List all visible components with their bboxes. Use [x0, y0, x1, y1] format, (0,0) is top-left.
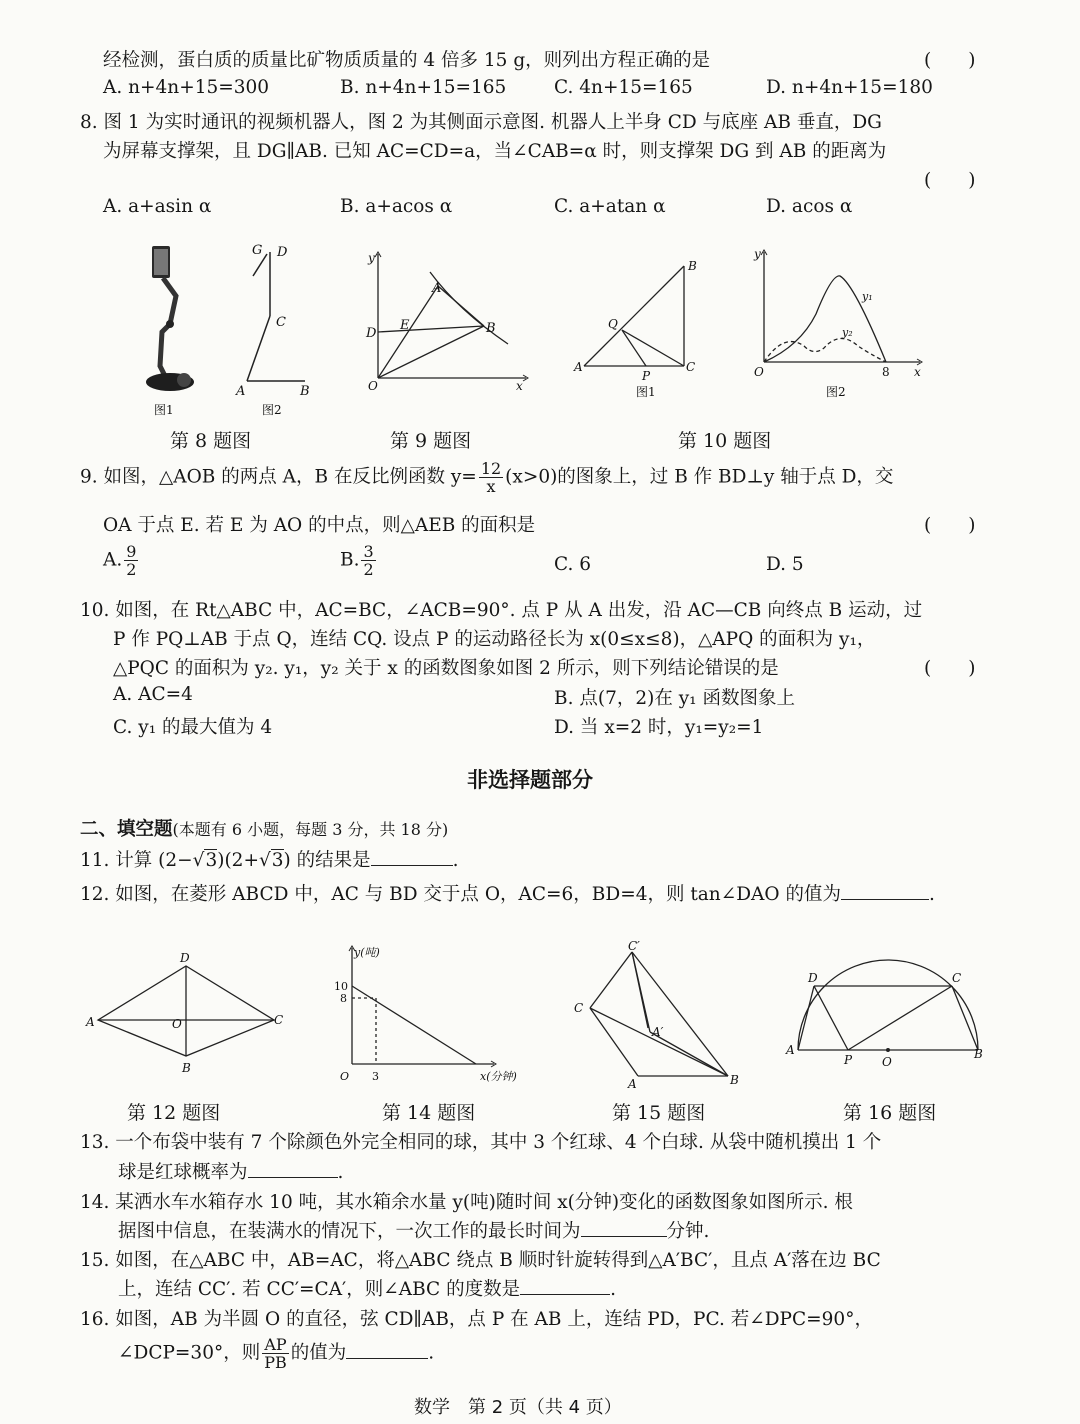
- label-A: A: [786, 1043, 795, 1057]
- q7-option-a: A. n+4n+15=300: [103, 77, 270, 98]
- graph-axis-y: y: [754, 247, 761, 261]
- q15-line1: 15. 如图，在△ABC 中，AB=AC，将△ABC 绕点 B 顺时针旋转得到△A′BC′，且点 A′落在边 BC: [80, 1250, 881, 1271]
- q12-answer-blank[interactable]: [841, 882, 929, 900]
- label-C: C: [952, 971, 962, 985]
- q14-line2: 据图中信息，在装满水的情况下，一次工作的最长时间为 分钟.: [118, 1221, 710, 1242]
- q12-caption: 第 12 题图: [127, 1102, 221, 1124]
- label-B: B: [300, 384, 310, 399]
- q11-answer-blank[interactable]: [371, 848, 453, 866]
- q15-figure: [570, 936, 750, 1092]
- label-B: B: [688, 259, 697, 273]
- label-D: D: [180, 952, 190, 965]
- q14-figure: [330, 940, 530, 1088]
- label-B: B: [182, 1061, 191, 1075]
- q10-line2: P 作 PQ⊥AB 于点 Q，连结 CQ. 设点 P 的运动路径长为 x(0≤x≤8)，△APQ 的面积为 y₁，: [113, 629, 876, 650]
- q9-option-c: C. 6: [554, 554, 592, 575]
- q7-option-c: C. 4n+15=165: [554, 77, 693, 98]
- q8-paren: ( ): [924, 170, 976, 191]
- label-A: A: [86, 1015, 95, 1029]
- q7-line1: 经检测，蛋白质的质量比矿物质质量的 4 倍多 15 g，则列出方程正确的是: [103, 50, 711, 71]
- label-B: B: [974, 1047, 983, 1061]
- label-C: C: [574, 1001, 584, 1015]
- graph-axis-x: x: [914, 365, 921, 379]
- q9-paren: ( ): [924, 515, 976, 536]
- label-D: D: [808, 971, 818, 985]
- label-A: A: [574, 360, 583, 374]
- q9-option-d: D. 5: [766, 554, 804, 575]
- q10-option-a: A. AC=4: [113, 684, 193, 705]
- fig1-label: 图1: [636, 385, 656, 399]
- q9-option-a: A. $\frac{9}{2}$: [103, 542, 137, 579]
- tick-8: 8: [340, 992, 347, 1005]
- q16-answer-blank[interactable]: [346, 1341, 428, 1359]
- label-O: O: [340, 1070, 350, 1083]
- robot-illustration: [146, 246, 194, 391]
- q10-line3: △PQC 的面积为 y₂. y₁，y₂ 关于 x 的函数图象如图 2 所示，则下列结论错误的是: [113, 658, 779, 679]
- q16-line1: 16. 如图，AB 为半圆 O 的直径，弦 CD∥AB，点 P 在 AB 上，连结 PD，PC. 若∠DPC=90°，: [80, 1309, 873, 1330]
- q7-paren: ( ): [924, 50, 976, 71]
- label-B: B: [486, 321, 496, 336]
- label-C: C: [274, 1013, 284, 1027]
- tick-3: 3: [372, 1070, 379, 1083]
- q9-line2: OA 于点 E. 若 E 为 AO 的中点，则△AEB 的面积是: [103, 515, 536, 536]
- axis-x-label: x(分钟): [480, 1070, 517, 1083]
- q10-graph: [764, 252, 920, 362]
- q8-caption: 第 8 题图: [170, 430, 252, 452]
- q7-option-d: D. n+4n+15=180: [766, 77, 933, 98]
- q10-triangle: [584, 266, 684, 366]
- q8-figure: [130, 236, 330, 422]
- q8-option-b: B. a+acos α: [340, 196, 453, 217]
- label-Q: Q: [608, 317, 618, 331]
- q12: 12. 如图，在菱形 ABCD 中，AC 与 BD 交于点 O，AC=6，BD=4，则 tan∠DAO 的值为 .: [80, 884, 935, 905]
- q9-option-b: B. $\frac{3}{2}$: [340, 542, 374, 579]
- q8-option-a: A. a+asin α: [103, 196, 212, 217]
- q13-answer-blank[interactable]: [248, 1160, 338, 1178]
- label-O: O: [172, 1017, 182, 1031]
- q9-figure: [358, 244, 536, 394]
- label-O: O: [882, 1055, 892, 1069]
- q10-line1: 10. 如图，在 Rt△ABC 中，AC=BC，∠ACB=90°. 点 P 从 A 出发，沿 AC—CB 向终点 B 运动，过: [80, 600, 923, 621]
- q16-figure: [784, 950, 994, 1074]
- q10-option-b: B. 点(7，2)在 y₁ 函数图象上: [554, 688, 795, 709]
- label-B: B: [730, 1073, 739, 1087]
- label-A-prime: A′: [652, 1025, 664, 1039]
- axis-x: x: [516, 379, 523, 393]
- label-E: E: [400, 318, 410, 333]
- axis-y: y: [368, 251, 375, 265]
- label-C: C: [686, 360, 696, 374]
- q8-option-d: D. acos α: [766, 196, 853, 217]
- fill-section-title: 二、填空题(本题有 6 小题，每题 3 分，共 18 分): [80, 819, 449, 840]
- axis-y-label: y(吨): [354, 946, 380, 959]
- page-footer: 数学 第 2 页（共 4 页）: [414, 1397, 622, 1418]
- q14-caption: 第 14 题图: [382, 1102, 476, 1124]
- label-A: A: [628, 1077, 637, 1091]
- q13-line1: 13. 一个布袋中装有 7 个除颜色外完全相同的球，其中 3 个红球、4 个白球. 从袋中随机摸出 1 个: [80, 1132, 882, 1153]
- q15-caption: 第 15 题图: [612, 1102, 706, 1124]
- q8-line2: 为屏幕支撑架，且 DG∥AB. 已知 AC=CD=a，当∠CAB=α 时，则支撑架 DG 到 AB 的距离为: [103, 141, 887, 162]
- q9-line1: 9. 如图，△AOB 的两点 A，B 在反比例函数 y= $\frac{12}{x}$ (x>0)的图象上，过 B 作 BD⊥y 轴于点 D，交: [80, 459, 894, 496]
- q10-figure: [570, 244, 930, 404]
- fig2-label: 图2: [826, 385, 846, 399]
- q10-paren: ( ): [924, 658, 976, 679]
- tick-10: 10: [334, 980, 348, 993]
- graph-y1-label: y₁: [862, 290, 873, 303]
- q10-option-d: D. 当 x=2 时，y₁=y₂=1: [554, 717, 764, 738]
- q14-answer-blank[interactable]: [581, 1219, 667, 1237]
- q13-line2: 球是红球概率为 .: [118, 1162, 344, 1183]
- q8-option-c: C. a+atan α: [554, 196, 666, 217]
- q14-line1: 14. 某洒水车水箱存水 10 吨，其水箱余水量 y(吨)随时间 x(分钟)变化的函数图象如图所示. 根: [80, 1192, 853, 1213]
- fig2-label: 图2: [262, 403, 282, 417]
- q12-figure: [84, 952, 294, 1080]
- label-A: A: [236, 384, 246, 399]
- label-O: O: [368, 379, 378, 393]
- q16-line2: ∠DCP=30°，则 $\frac{AP}{PB}$ 的值为 .: [118, 1335, 435, 1372]
- fig1-label: 图1: [154, 403, 174, 417]
- graph-tick-8: 8: [882, 365, 890, 379]
- q10-option-c: C. y₁ 的最大值为 4: [113, 717, 273, 738]
- label-C: C: [276, 315, 286, 330]
- label-D: D: [366, 326, 377, 341]
- graph-y2-label: y₂: [842, 326, 853, 339]
- q7-option-b: B. n+4n+15=165: [340, 77, 507, 98]
- q15-answer-blank[interactable]: [520, 1277, 610, 1295]
- label-D: D: [277, 245, 288, 260]
- q16-caption: 第 16 题图: [843, 1102, 937, 1124]
- q9-caption: 第 9 题图: [390, 430, 472, 452]
- q15-line2: 上，连结 CC′. 若 CC′=CA′，则∠ABC 的度数是 .: [118, 1279, 616, 1300]
- q11: 11. 计算 (2−√3)(2+√3) 的结果是 .: [80, 850, 459, 871]
- label-P: P: [642, 369, 651, 383]
- section-heading: 非选择题部分: [467, 768, 593, 792]
- q8-line1: 8. 图 1 为实时通讯的视频机器人，图 2 为其侧面示意图. 机器人上半身 CD 与底座 AB 垂直，DG: [80, 112, 882, 133]
- label-G: G: [252, 243, 263, 258]
- q10-caption: 第 10 题图: [678, 430, 772, 452]
- label-A: A: [432, 281, 442, 296]
- graph-label-O: O: [754, 365, 764, 379]
- label-C-prime: C′: [628, 939, 640, 953]
- label-P: P: [844, 1053, 853, 1067]
